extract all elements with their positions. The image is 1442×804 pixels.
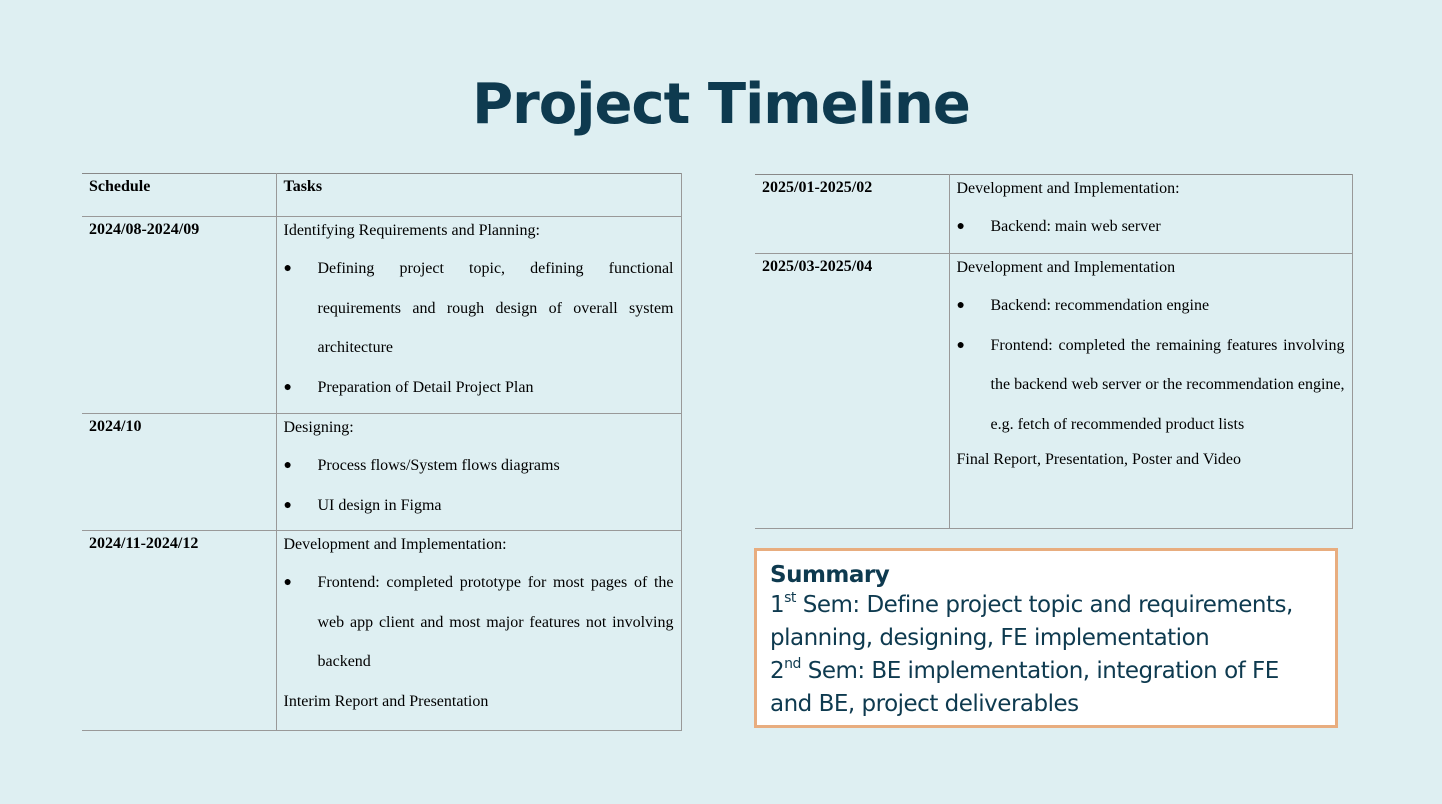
table-row (755, 175, 1352, 254)
tasks-cell (276, 217, 681, 414)
task-heading: Development and Implementation: (956, 180, 1180, 197)
task-list (957, 286, 1345, 444)
task-bullet: ● Backend: recommendation engine (957, 286, 1345, 326)
task-bullet: ● Frontend: completed prototype for most pages of the web app client and most major features not involving backend (284, 563, 674, 682)
summary-box (754, 548, 1338, 728)
sem1-number: 1 (770, 592, 785, 618)
page-title: Project Timeline (472, 72, 970, 137)
schedule-cell: 2025/01-2025/02 (755, 175, 949, 254)
task-footer: Final Report, Presentation, Poster and Video (956, 451, 1241, 469)
table-row (82, 531, 681, 731)
table-row (82, 217, 681, 414)
table-row (755, 254, 1352, 529)
schedule-cell: 2024/08-2024/09 (82, 217, 276, 414)
tasks-cell (276, 531, 681, 731)
task-bullet: ● UI design in Figma (284, 486, 674, 526)
schedule-cell: 2025/03-2025/04 (755, 254, 949, 529)
task-heading: Identifying Requirements and Planning: (283, 222, 540, 239)
sem1-ordinal: st (784, 590, 796, 606)
task-bullet: ● Defining project topic, defining functional requirements and rough design of overall system architecture (284, 249, 674, 368)
sem2-text: Sem: BE implementation, integration of FE and BE, project deliverables (770, 658, 1279, 717)
task-heading: Development and Implementation: (283, 536, 507, 553)
schedule-cell: 2024/11-2024/12 (82, 531, 276, 731)
tasks-cell (276, 414, 681, 531)
task-heading: Development and Implementation (956, 259, 1176, 276)
sem2-ordinal: nd (784, 656, 801, 672)
task-heading: Designing: (283, 419, 354, 436)
summary-heading: Summary (770, 562, 890, 588)
task-footer: Interim Report and Presentation (283, 692, 489, 710)
task-bullet: ● Preparation of Detail Project Plan (284, 368, 674, 408)
header-schedule: Schedule (82, 174, 276, 217)
task-list (957, 207, 1345, 247)
tasks-cell (949, 175, 1352, 254)
schedule-cell: 2024/10 (82, 414, 276, 531)
summary-sem1 (770, 589, 1322, 655)
tasks-cell (949, 254, 1352, 529)
task-list (284, 563, 674, 682)
sem1-text: Sem: Define project topic and requirements, planning, designing, FE implementation (770, 592, 1293, 651)
task-bullet: ● Process flows/System flows diagrams (284, 446, 674, 486)
task-list (284, 446, 674, 525)
task-bullet: ● Backend: main web server (957, 207, 1345, 247)
schedule-table-left (82, 173, 682, 731)
schedule-table-right (755, 174, 1353, 529)
table-header-row (82, 174, 681, 217)
table-row (82, 414, 681, 531)
header-tasks: Tasks (276, 174, 681, 217)
task-list (284, 249, 674, 407)
sem2-number: 2 (770, 658, 785, 684)
task-bullet: ● Frontend: completed the remaining features involving the backend web server or the recommendation engine, e.g. fetch of recommended product lists (957, 326, 1345, 445)
summary-sem2 (770, 655, 1322, 721)
